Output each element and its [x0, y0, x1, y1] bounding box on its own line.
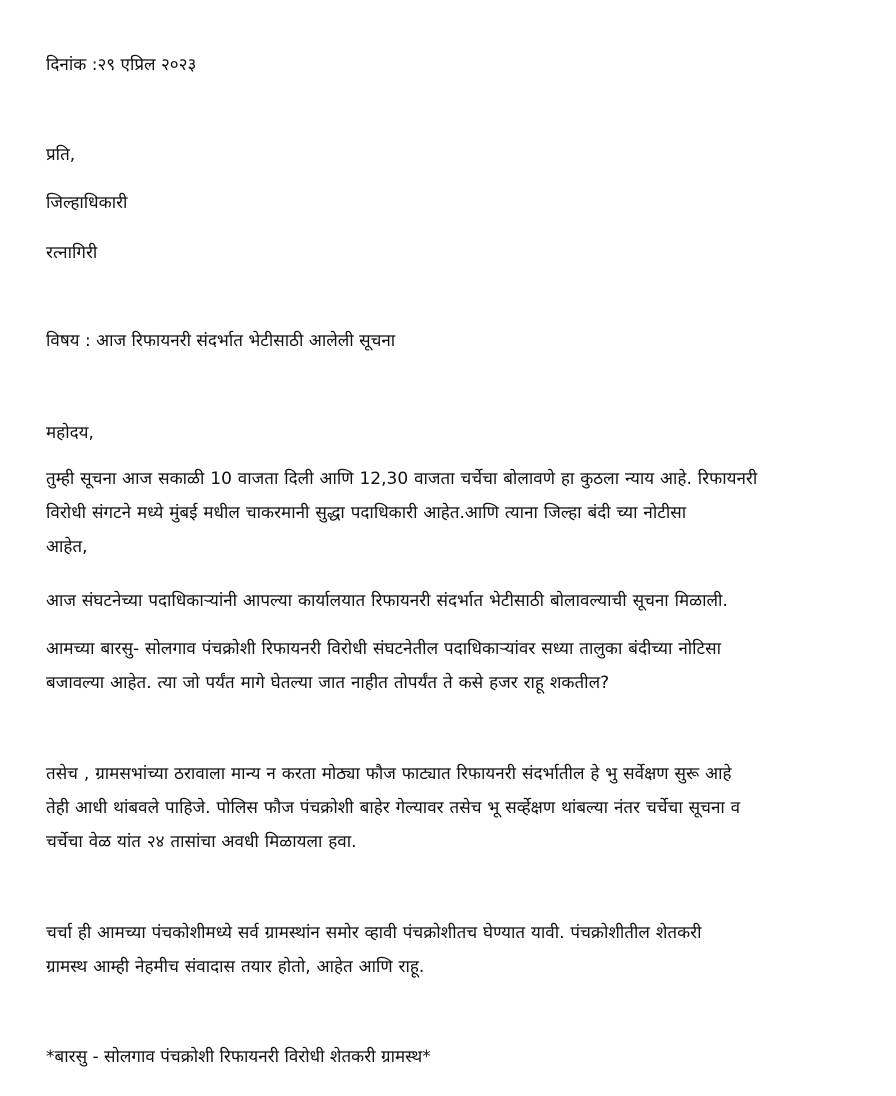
paragraph-3: [46, 632, 866, 700]
letter-place: रत्नागिरी: [46, 243, 98, 263]
letter-to: प्रति,: [46, 145, 76, 165]
letter-salutation: महोदय,: [46, 423, 94, 443]
paragraph-1-line: आहेत,: [46, 537, 88, 557]
paragraph-4-line: चर्चेचा वेळ यांत २४ तासांचा अवधी मिळायला हवा.: [46, 832, 357, 852]
paragraph-5-line: चर्चा ही आमच्या पंचकोशीमध्ये सर्व ग्रामस्थांन समोर व्हावी पंचक्रोशीतच घेण्यात यावी. पंचक्रोशीतील शेतकरी: [46, 923, 702, 943]
paragraph-4-line: तेही आधी थांबवले पाहिजे. पोलिस फौज पंचक्रोशी बाहेर गेल्यावर तसेच भू सर्व्हेक्षण थांबल्या नंतर चर्चेचा सूचना व: [46, 798, 741, 818]
paragraph-3-line: आमच्या बारसु- सोलगाव पंचक्रोशी रिफायनरी विरोधी संघटनेतील पदाधिकाऱ्यांवर सध्या तालुका बंदीच्या नोटिसा: [46, 639, 722, 659]
paragraph-5: [46, 916, 866, 984]
paragraph-5-line: ग्रामस्थ आम्ही नेहमीच संवादास तयार होतो, आहेत आणि राहू.: [46, 957, 425, 977]
letter-subject: विषय : आज रिफायनरी संदर्भात भेटीसाठी आलेली सूचना: [46, 331, 396, 351]
letter-signature: *बारसु - सोलगाव पंचक्रोशी रिफायनरी विरोधी शेतकरी ग्रामस्थ*: [46, 1047, 431, 1067]
paragraph-2: [46, 584, 866, 618]
paragraph-4: [46, 757, 866, 859]
letter-recipient: जिल्हाधिकारी: [46, 193, 128, 213]
paragraph-2-line: आज संघटनेच्या पदाधिकाऱ्यांनी आपल्या कार्यालयात रिफायनरी संदर्भात भेटीसाठी बोलावल्याची सूचना मिळाली.: [46, 591, 728, 611]
paragraph-1-line: विरोधी संगटने मध्ये मुंबई मधील चाकरमानी सुद्धा पदाधिकारी आहेत.आणि त्याना जिल्हा बंदी च्या नोटीसा: [46, 503, 687, 523]
paragraph-3-line: बजावल्या आहेत. त्या जो पर्यंत मागे घेतल्या जात नाहीत तोपर्यंत ते कसे हजर राहू शकतील?: [46, 673, 610, 693]
paragraph-1-line: तुम्ही सूचना आज सकाळी 10 वाजता दिली आणि 12,30 वाजता चर्चेचा बोलावणे हा कुठला न्याय आहे. रिफायनरी: [46, 469, 758, 489]
paragraph-4-line: तसेच , ग्रामसभांच्या ठरावाला मान्य न करता मोठ्या फौज फाट्यात रिफायनरी संदर्भातील हे भु सर्वेक्षण सुरू आहे: [46, 764, 732, 784]
paragraph-1: [46, 462, 866, 564]
letter-date: दिनांक :२९ एप्रिल २०२३: [46, 55, 197, 75]
